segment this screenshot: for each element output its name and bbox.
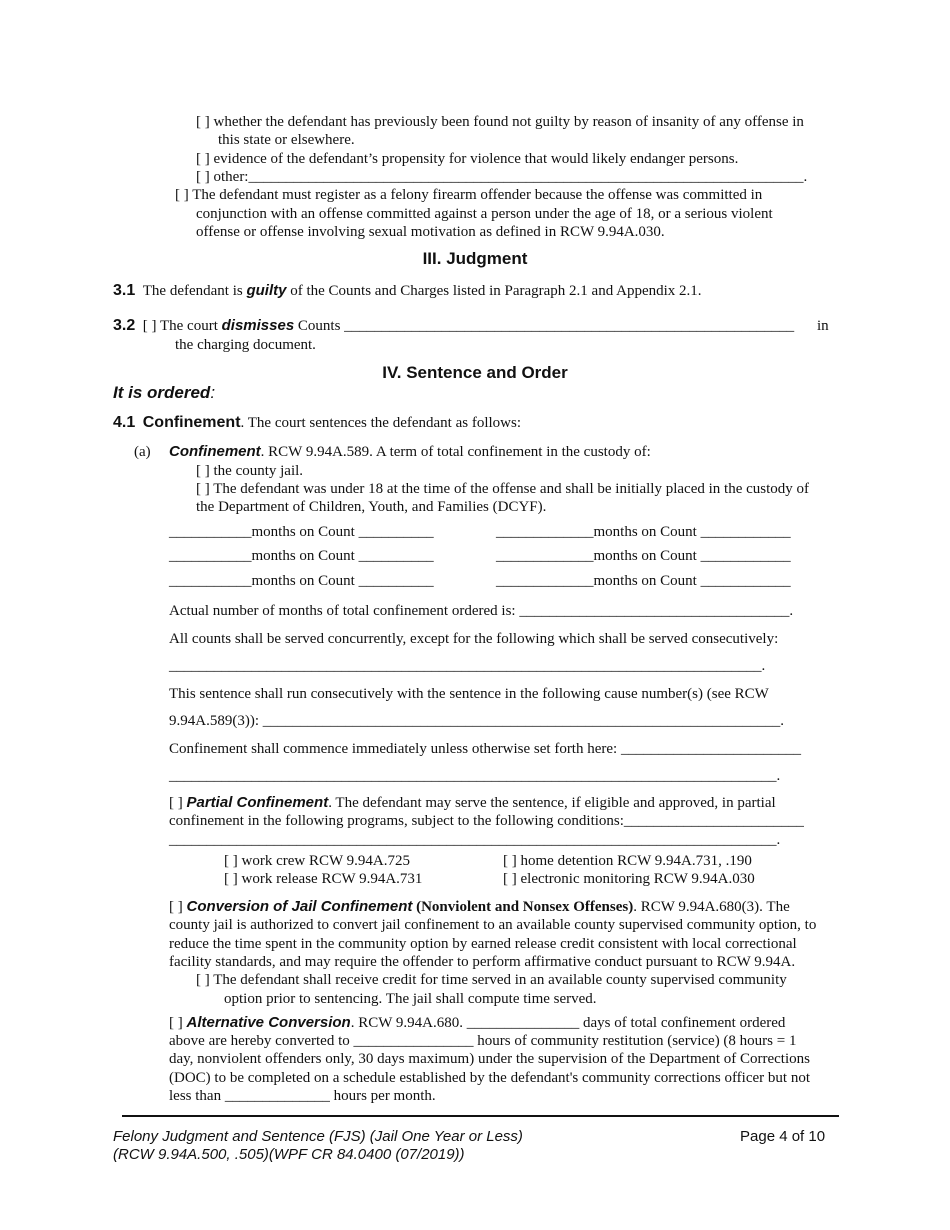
- months-row: ___________months on Count __________: [169, 573, 434, 589]
- credit-line-2: option prior to sentencing. The jail shall compute time served.: [224, 991, 597, 1007]
- credit-line-1: [ ] The defendant shall receive credit for time served in an available county supervised community: [196, 972, 787, 988]
- consecutive-line-2: 9.94A.589(3)): _____________________________________________________________________.: [169, 713, 784, 729]
- checkbox: [ ]: [169, 1015, 187, 1031]
- s32-post: Counts ____________________________________________________________: [294, 318, 795, 334]
- partial-title: Partial Confinement: [186, 794, 329, 811]
- section-3-1: [113, 282, 702, 300]
- confinement-title: Confinement: [142, 414, 241, 431]
- s31-post: of the Counts and Charges listed in Paragraph 2.1 and Appendix 2.1.: [286, 283, 702, 299]
- section-4-1: [113, 414, 521, 432]
- section-3-2: [113, 317, 794, 335]
- footer-rule: [122, 1115, 839, 1117]
- home-detention-option: [ ] home detention RCW 9.94A.731, .190: [503, 853, 752, 869]
- actual-months-line: Actual number of months of total confinement ordered is: ____________________________________.: [169, 603, 794, 619]
- conversion-title: Conversion of Jail Confinement: [186, 898, 413, 915]
- checkbox: [ ]: [169, 795, 187, 811]
- s32-in: in: [817, 318, 829, 334]
- months-row: ___________months on Count __________: [169, 548, 434, 564]
- section-number: 4.1: [113, 414, 136, 431]
- section-number: 3.2: [113, 317, 136, 334]
- months-row: _____________months on Count ____________: [496, 548, 791, 564]
- footer-title-1: Felony Judgment and Sentence (FJS) (Jail One Year or Less): [113, 1128, 523, 1145]
- commence-blank: _________________________________________________________________________________.: [169, 768, 781, 784]
- partial-line-2: confinement in the following programs, subject to the following conditions:________________________: [169, 813, 804, 829]
- conversion-text: . RCW 9.94A.680(3). The: [633, 899, 790, 915]
- concurrent-blank: _______________________________________________________________________________.: [169, 658, 766, 674]
- firearm-line-2: conjunction with an offense committed against a person under the age of 18, or a serious violent: [196, 206, 773, 222]
- firearm-line-1: [ ] The defendant must register as a felony firearm offender because the offense was committed in: [175, 187, 763, 203]
- guilty-word: guilty: [246, 282, 287, 299]
- sentence-heading: IV. Sentence and Order: [382, 363, 568, 382]
- county-jail-checkbox: [ ] the county jail.: [196, 463, 304, 479]
- under18-line-2: the Department of Children, Youth, and Families (DCYF).: [196, 499, 547, 515]
- alternative-conversion: [169, 1014, 785, 1032]
- footer-title-2: (RCW 9.94A.500, .505)(WPF CR 84.0400 (07/2019)): [113, 1146, 465, 1163]
- dismisses-word: dismisses: [221, 317, 295, 334]
- s41-text: . The court sentences the defendant as follows:: [240, 415, 521, 431]
- alternative-line-2: above are hereby converted to ________________ hours of community restitution (service) (8 hours = 1: [169, 1033, 797, 1049]
- under18-line-1: [ ] The defendant was under 18 at the time of the offense and shall be initially placed in the custody of: [196, 481, 810, 497]
- commence-line: Confinement shall commence immediately unless otherwise set forth here: ________________________: [169, 741, 801, 757]
- ordered-text: It is ordered: [113, 383, 211, 402]
- other-checkbox-line: [ ] other:__________________________________________________________________________.: [196, 169, 808, 185]
- page-number: Page 4 of 10: [740, 1128, 826, 1145]
- work-release-option: [ ] work release RCW 9.94A.731: [224, 871, 423, 887]
- s32-pre: [ ] The court: [142, 318, 222, 334]
- it-is-ordered: [113, 384, 215, 402]
- firearm-line-3: offense or offense involving sexual motivation as defined in RCW 9.94A.030.: [196, 224, 665, 240]
- item-a-text: . RCW 9.94A.589. A term of total confinement in the custody of:: [260, 444, 651, 460]
- s32-line-2: the charging document.: [175, 337, 316, 353]
- conversion-line-4: facility standards, and may require the offender to perform affirmative conduct pursuant to RCW 9.94A.: [169, 954, 796, 970]
- judgment-heading: III. Judgment: [422, 249, 528, 268]
- item-a: [169, 443, 651, 461]
- partial-blank: _________________________________________________________________________________.: [169, 832, 781, 848]
- alternative-text: . RCW 9.94A.680. _______________ days of total confinement ordered: [350, 1015, 786, 1031]
- s31-pre: The defendant is: [142, 283, 247, 299]
- alternative-title: Alternative Conversion: [186, 1014, 351, 1031]
- insanity-line-2: this state or elsewhere.: [218, 132, 355, 148]
- conversion-line-2: county jail is authorized to convert jail confinement to an available county supervised community option, to: [169, 917, 817, 933]
- months-row: _____________months on Count ____________: [496, 573, 791, 589]
- partial-text: . The defendant may serve the sentence, if eligible and approved, in partial: [328, 795, 776, 811]
- conversion-bold: (Nonviolent and Nonsex Offenses): [412, 899, 634, 915]
- insanity-line-1: [ ] whether the defendant has previously been found not guilty by reason of insanity of any offense in: [196, 114, 804, 130]
- electronic-monitoring-option: [ ] electronic monitoring RCW 9.94A.030: [503, 871, 755, 887]
- conversion-jail: [169, 898, 790, 916]
- alternative-line-3: day, nonviolent offenders only, 30 days maximum) under the supervision of the Department of Corrections: [169, 1051, 810, 1067]
- partial-confinement: [169, 794, 776, 812]
- consecutive-line-1: This sentence shall run consecutively with the sentence in the following cause number(s) (see RCW: [169, 686, 769, 702]
- section-number: 3.1: [113, 282, 136, 299]
- checkbox: [ ]: [169, 899, 187, 915]
- item-a-title: Confinement: [169, 443, 261, 460]
- alternative-line-4: (DOC) to be completed on a schedule established by the defendant's community corrections officer but not: [169, 1070, 810, 1086]
- propensity-checkbox-line: [ ] evidence of the defendant’s propensity for violence that would likely endanger persons.: [196, 151, 739, 167]
- months-row: _____________months on Count ____________: [496, 524, 791, 540]
- months-row: ___________months on Count __________: [169, 524, 434, 540]
- alternative-line-5: less than ______________ hours per month.: [169, 1088, 436, 1104]
- conversion-line-3: reduce the time spent in the community option by earned release credit consistent with local correctional: [169, 936, 797, 952]
- concurrent-text: All counts shall be served concurrently, except for the following which shall be served consecutively:: [169, 631, 779, 647]
- ordered-colon: :: [210, 383, 216, 402]
- work-crew-option: [ ] work crew RCW 9.94A.725: [224, 853, 410, 869]
- item-a-label: (a): [134, 444, 151, 460]
